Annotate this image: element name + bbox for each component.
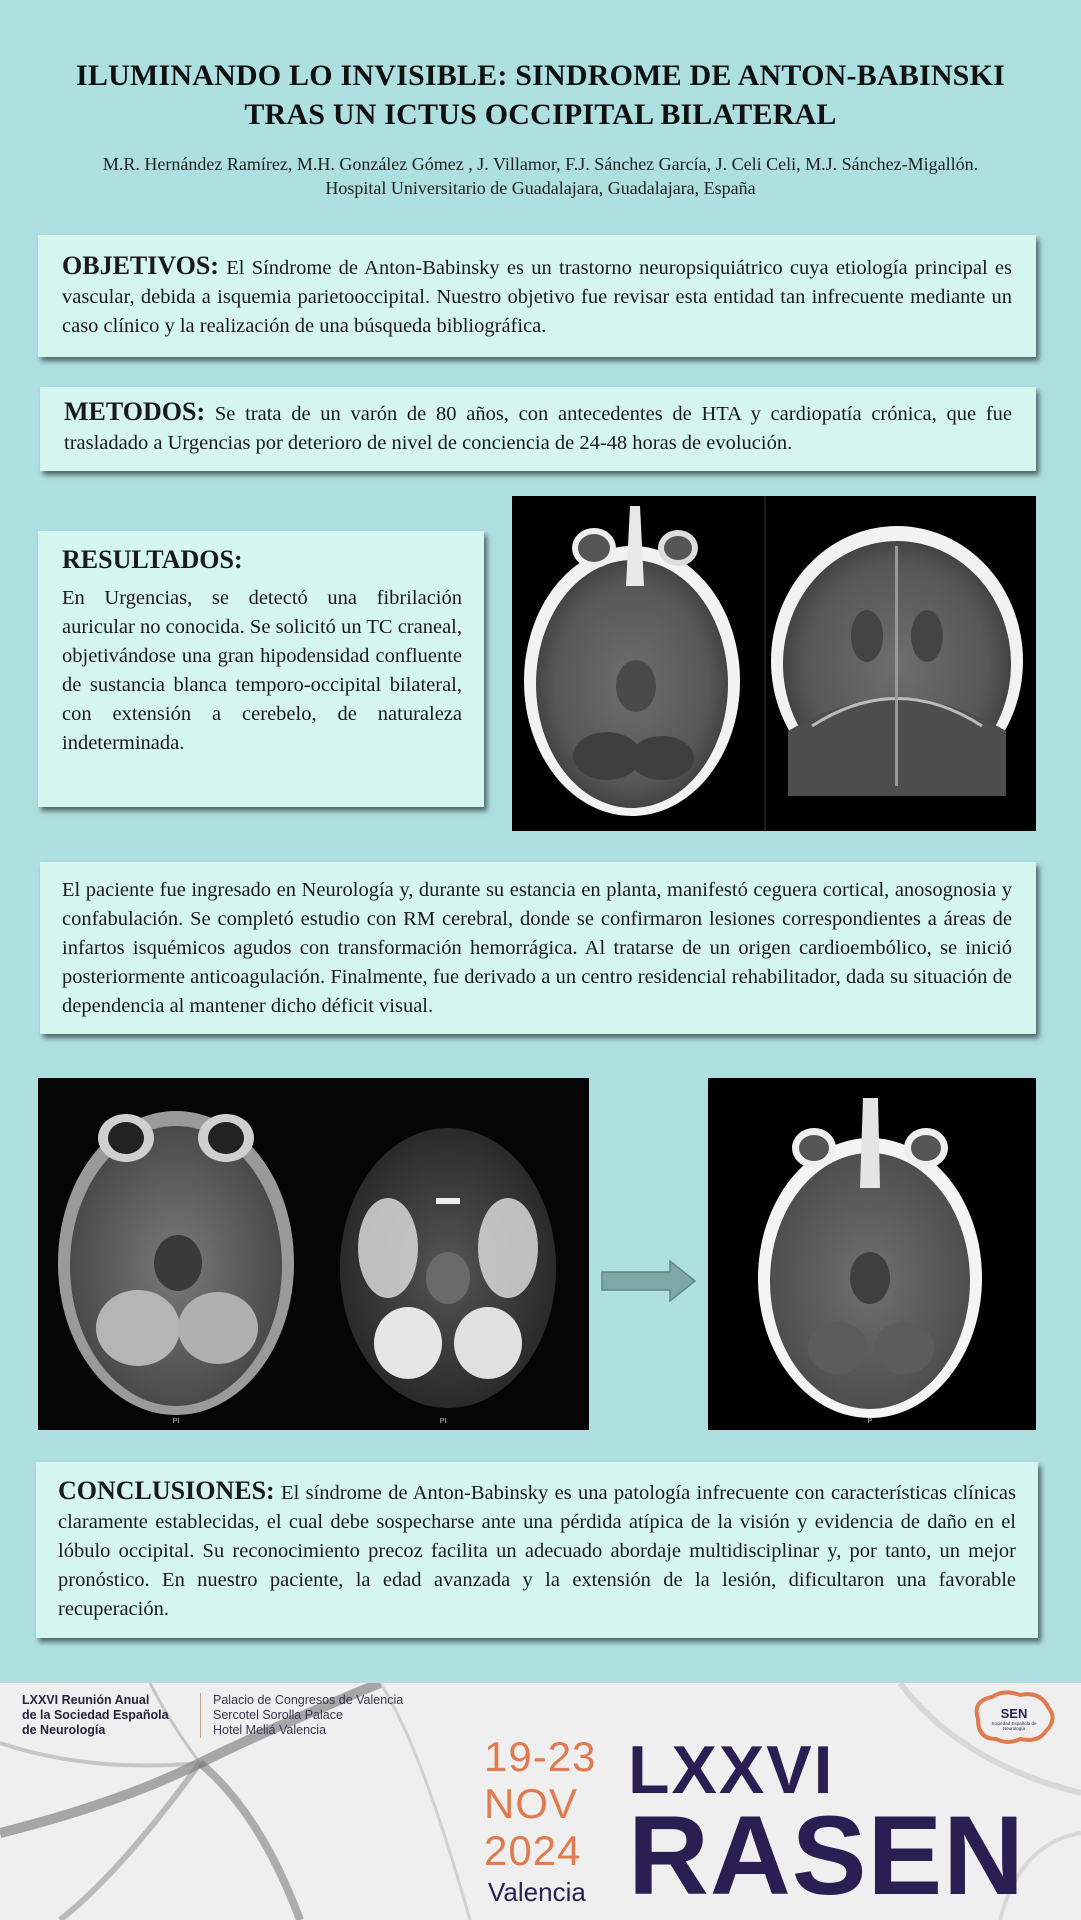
title-line-1: ILUMINANDO LO INVISIBLE: SINDROME DE ANTON-BABINSKI (76, 59, 1005, 92)
mri-images (38, 1078, 589, 1430)
dates-line-1: 19-23 (484, 1733, 597, 1780)
conclusiones-box (36, 1462, 1038, 1638)
metodos-text: Se trata de un varón de 80 años, con antecedentes de HTA y cardiopatía crónica, que fue trasladado a Urgencias por deterioro de nivel de conciencia de 24-48 horas de evolución. (64, 403, 1012, 454)
ct-followup-label: P (867, 1418, 873, 1425)
meeting-name (22, 1693, 169, 1738)
resultados-text: En Urgencias, se detectó una fibrilación auricular no conocida. Se solicitó un TC craneal, objetivándose una gran hipodensidad confluente de sustancia blanca temporo-occipital bilateral, con extensión a cerebelo, de naturaleza indeterminada. (62, 587, 462, 754)
ct-followup-image (708, 1078, 1036, 1430)
brand-name: RASEN (628, 1793, 1026, 1918)
conclusiones-heading: CONCLUSIONES: (58, 1476, 275, 1505)
objetivos-heading: OBJETIVOS: (62, 251, 219, 280)
mri-flair-label: PI (172, 1418, 180, 1425)
conclusiones-text: El síndrome de Anton-Babinsky es una patología infrecuente con características clínicas claramente establecidas, el cual debe sospecharse ante una pérdida atípica de la visión y evidencia de daño en el lóbulo occipital. Su reconocimiento precoz facilita un adecuado abordaje multidisciplinar y, por tanto, un mejor pronóstico. En nuestro paciente, la edad avanzada y la extensión de la lesión, dificultaron una favorable recuperación. (58, 1482, 1016, 1620)
meeting-line-3: de Neurología (22, 1723, 106, 1737)
resultados-box (38, 531, 484, 807)
evolucion-box (40, 862, 1036, 1034)
arrow-right-icon (600, 1259, 698, 1303)
metodos-box (40, 387, 1036, 471)
metodos-heading: METODOS: (64, 397, 206, 426)
poster-title (20, 56, 1061, 134)
evolucion-text: El paciente fue ingresado en Neurología y, durante su estancia en planta, manifestó ceguera cortical, anosognosia y confabulación. Se completó estudio con RM cerebral, donde se confirmaron lesiones correspondientes a áreas de infartos isquémicos agudos con transformación hemorrágica. Al tratarse de un origen cardioembólico, se inició posteriormente anticoagulación. Finalmente, fue derivado a un centro residencial rehabilitador, dada su situación de dependencia al mantener dicho déficit visual. (62, 879, 1012, 1017)
title-line-2: TRAS UN ICTUS OCCIPITAL BILATERAL (244, 98, 837, 131)
author-names: M.R. Hernández Ramírez, M.H. González Gómez , J. Villamor, F.J. Sánchez García, J. Celi Celi, M.J. Sánchez-Migallón. (102, 154, 979, 174)
sen-logo-text: SEN (1000, 1706, 1028, 1721)
dates-line-3: 2024 (484, 1827, 582, 1874)
institution: Hospital Universitario de Guadalajara, Guadalajara, España (325, 178, 756, 198)
dates-line-2: NOV (484, 1780, 579, 1827)
meeting-line-2: de la Sociedad Española (22, 1708, 169, 1722)
objetivos-text: El Síndrome de Anton-Babinsky es un trastorno neuropsiquiátrico cuya etiología principal es vascular, debida a isquemia parietooccipital. Nuestro objetivo fue revisar esta entidad tan infrecuente mediante un caso clínico y la realización de una búsqueda bibliográfica. (62, 257, 1013, 337)
authors-block (20, 152, 1061, 200)
venue-line-3: Hotel Meliá Valencia (213, 1723, 327, 1737)
venue-line-1: Palacio de Congresos de Valencia (213, 1693, 404, 1707)
congress-dates (484, 1733, 596, 1874)
resultados-heading: RESULTADOS: (62, 545, 243, 574)
ct-scan-image (512, 496, 1036, 831)
congress-footer-banner (0, 1683, 1081, 1920)
mri-dwi-label: PI (439, 1418, 447, 1425)
brand-edition: LXXVI (628, 1732, 835, 1808)
meeting-line-1: LXXVI Reunión Anual (22, 1693, 150, 1707)
congress-city: Valencia (488, 1877, 586, 1907)
venue-line-2: Sercotel Sorolla Palace (213, 1708, 343, 1722)
sen-logo-subtext: Sociedad Española de Neurología (991, 1721, 1037, 1731)
venue-list (200, 1693, 403, 1738)
objetivos-box (38, 235, 1036, 357)
